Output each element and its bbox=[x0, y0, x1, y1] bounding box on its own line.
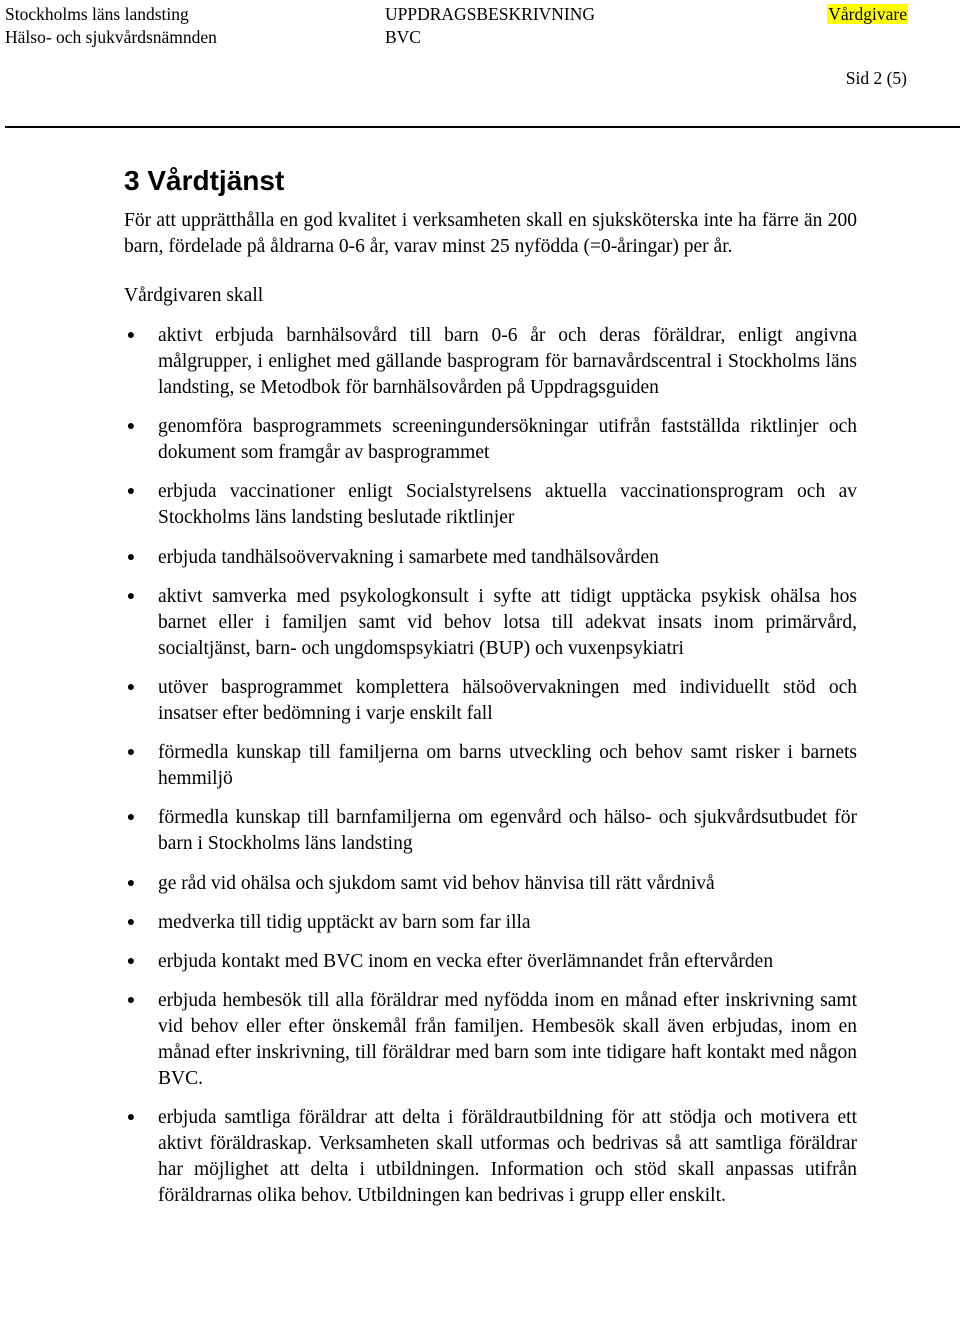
intro-paragraph: För att upprätthålla en god kvalitet i verksamheten skall en sjuksköterska inte ha färre än 200 barn, fördelade på åldrarna 0-6 år, varav minst 25 nyfödda (=0-åringar) per år. bbox=[124, 210, 857, 257]
list-item bbox=[124, 949, 857, 975]
list-item bbox=[124, 479, 857, 531]
section-title: 3 Vårdtjänst bbox=[124, 165, 285, 196]
list-item bbox=[124, 805, 857, 857]
bullet-icon: ● bbox=[126, 1110, 136, 1126]
section-content bbox=[124, 160, 857, 1222]
list-item-text: aktivt erbjuda barnhälsovård till barn 0-6 år och deras föräldrar, enligt angivna målgrupper, i enlighet med gällande basprogram för barnavårdscentral i Stockholms läns landsting, se Metodbok för barnhälsovården på Uppdragsguiden bbox=[158, 325, 857, 398]
list-item-text: medverka till tidig upptäckt av barn som far illa bbox=[158, 911, 531, 933]
list-item-text: erbjuda hembesök till alla föräldrar med nyfödda inom en månad efter inskrivning samt vid behov eller efter önskemål från familjen. Hembesök skall även erbjudas, inom en månad efter inskrivning, till föräldrar med barn som inte tidigare haft kontakt med någon BVC. bbox=[158, 990, 857, 1090]
bullet-icon: ● bbox=[126, 810, 136, 826]
page-number: Sid 2 (5) bbox=[845, 68, 907, 88]
bullet-icon: ● bbox=[126, 953, 136, 969]
list-item-text: genomföra basprogrammets screeningundersökningar utifrån fastställda riktlinjer och dokument som framgår av basprogrammet bbox=[158, 416, 857, 464]
list-item-text: erbjuda kontakt med BVC inom en vecka efter överlämnandet från eftervården bbox=[158, 950, 774, 972]
bullet-icon: ● bbox=[126, 328, 136, 343]
lead-sentence: Vårdgivaren skall bbox=[124, 285, 264, 306]
list-item bbox=[124, 414, 857, 466]
header-doc-type: UPPDRAGSBESKRIVNING bbox=[385, 4, 596, 24]
list-item-text: ge råd vid ohälsa och sjukdom samt vid behov hänvisa till rätt vårdnivå bbox=[158, 872, 715, 894]
list-item bbox=[124, 910, 857, 936]
bullet-icon: ● bbox=[126, 745, 136, 761]
list-item-text: erbjuda vaccinationer enligt Socialstyrelsens aktuella vaccinationsprogram och av Stockholms läns landsting beslutade riktlinjer bbox=[158, 481, 857, 529]
list-item bbox=[124, 545, 857, 571]
list-item bbox=[124, 584, 857, 662]
bullet-icon: ● bbox=[126, 419, 136, 435]
bullet-icon: ● bbox=[126, 679, 136, 695]
list-item-text: erbjuda samtliga föräldrar att delta i föräldrautbildning för att stödja och motivera ett aktivt föräldraskap. Verksamheten skall utformas och bedrivas så att samtliga föräldrar har möjlighet att delta i utbildningen. Information och stöd skall anpassas utifrån föräldrarnas olika behov. Utbildningen kan bedrivas i grupp eller enskilt. bbox=[158, 1107, 857, 1207]
bullet-icon: ● bbox=[126, 484, 136, 500]
header-divider bbox=[5, 126, 960, 128]
header-org-line1: Stockholms läns landsting bbox=[5, 4, 189, 24]
list-item-text: erbjuda tandhälsoövervakning i samarbete med tandhälsovården bbox=[158, 546, 659, 568]
list-item bbox=[124, 675, 857, 727]
requirements-list bbox=[124, 323, 857, 1209]
list-item bbox=[124, 1105, 857, 1209]
header-organization bbox=[5, 3, 217, 49]
list-item bbox=[124, 323, 857, 401]
bullet-icon: ● bbox=[126, 875, 136, 891]
list-item bbox=[124, 871, 857, 897]
header-audience bbox=[827, 3, 908, 26]
header-doc-subject: BVC bbox=[385, 27, 421, 47]
list-item-text: förmedla kunskap till familjerna om barns utveckling och behov samt risker i barnets hemmiljö bbox=[158, 742, 857, 790]
bullet-icon: ● bbox=[126, 549, 136, 565]
bullet-icon: ● bbox=[126, 588, 136, 604]
header-audience-label: Vårdgivare bbox=[828, 4, 907, 24]
bullet-icon: ● bbox=[126, 993, 136, 1009]
list-item bbox=[124, 988, 857, 1092]
list-item-text: utöver basprogrammet komplettera hälsoövervakningen med individuellt stöd och insatser efter bedömning i varje enskilt fall bbox=[158, 676, 857, 724]
bullet-icon: ● bbox=[126, 914, 136, 930]
list-item-text: förmedla kunskap till barnfamiljerna om egenvård och hälso- och sjukvårdsutbudet för barn i Stockholms läns landsting bbox=[158, 807, 857, 855]
list-item-text: aktivt samverka med psykologkonsult i syfte att tidigt upptäcka psykisk ohälsa hos barnet eller i familjen samt vid behov lotsa till adekvat insats inom primärvård, socialtjänst, barn- och ungdomspsykiatri (BUP) och vuxenpsykiatri bbox=[158, 585, 857, 659]
list-item bbox=[124, 740, 857, 792]
header-org-line2: Hälso- och sjukvårdsnämnden bbox=[5, 27, 217, 47]
header-document-type bbox=[385, 3, 595, 49]
